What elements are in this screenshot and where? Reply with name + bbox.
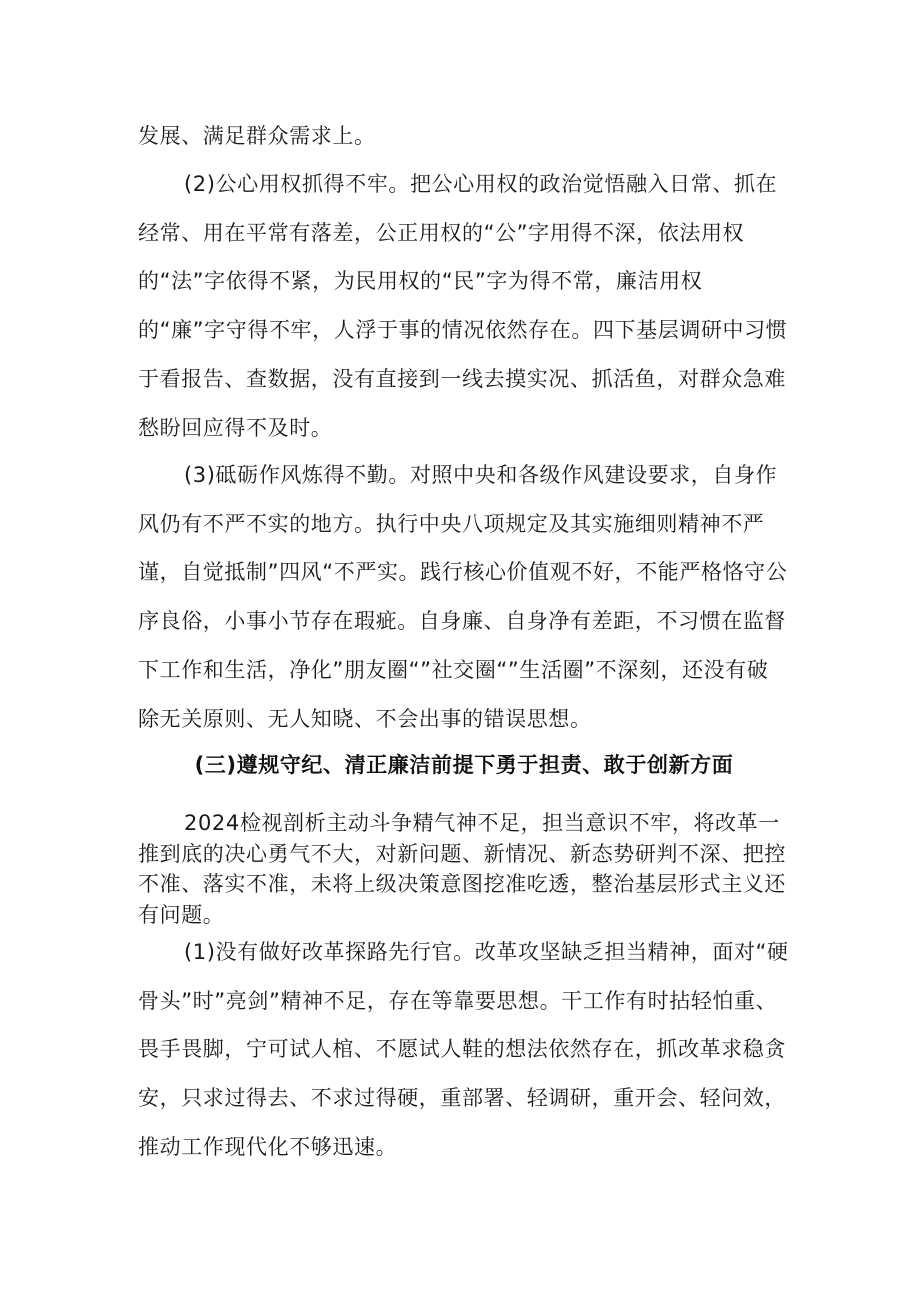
paragraph-public-power: (2)公心用权抓得不牢。把公心用权的政治觉悟融入日常、抓在经常、用在平常有落差，公正用权的“公”字用得不深，依法用权的“法”字依得不紧，为民用权的“民”字为得不常，廉洁用权的“廉”字守得不牢，人浮于事的情况依然存在。四下基层调研中习惯于看报告、查数据，没有直接到一线去摸实况、抓活鱼，对群众急难愁盼回应得不及时。 (138, 172, 788, 440)
paragraph-reform-pioneer: (1)没有做好改革探路先行官。改革攻坚缺乏担当精神，面对“硬骨头”时”亮剑”精神不足，存在等靠要思想。干工作有时拈轻怕重、畏手畏脚，宁可试人棺、不愿试人鞋的想法依然存在，抓改革求稳贪安，只求过得去、不求过得硬，重部署、轻调研，重开会、轻问效，推动工作现代化不够迅速。 (138, 940, 789, 1159)
paragraph-continuation: 发展、满足群众需求上。 (138, 124, 376, 148)
section-heading: (三)遵规守纪、清正廉洁前提下勇于担责、敢于创新方面 (194, 753, 734, 777)
paragraph-self-examination: 2024检视剖析主动斗争精气神不足，担当意识不牢，将改革一推到底的决心勇气不大，对新问题、新情况、新态势研判不深、把控不准、落实不准，未将上级决策意图挖准吃透，整治基层形式主义还有问题。 (138, 811, 786, 927)
paragraph-work-style: (3)砥砺作风炼得不勤。对照中央和各级作风建设要求，自身作风仍有不严不实的地方。执行中央八项规定及其实施细则精神不严谨，自觉抵制”四风“不严实。践行核心价值观不好，不能严格恪守公序良俗，小事小节存在瑕疵。自身廉、自身净有差距，不习惯在监督下工作和生活，净化”朋友圈“”社交圈“”生活圈”不深刻，还没有破除无关原则、无人知晓、不会出事的错误思想。 (138, 463, 788, 731)
